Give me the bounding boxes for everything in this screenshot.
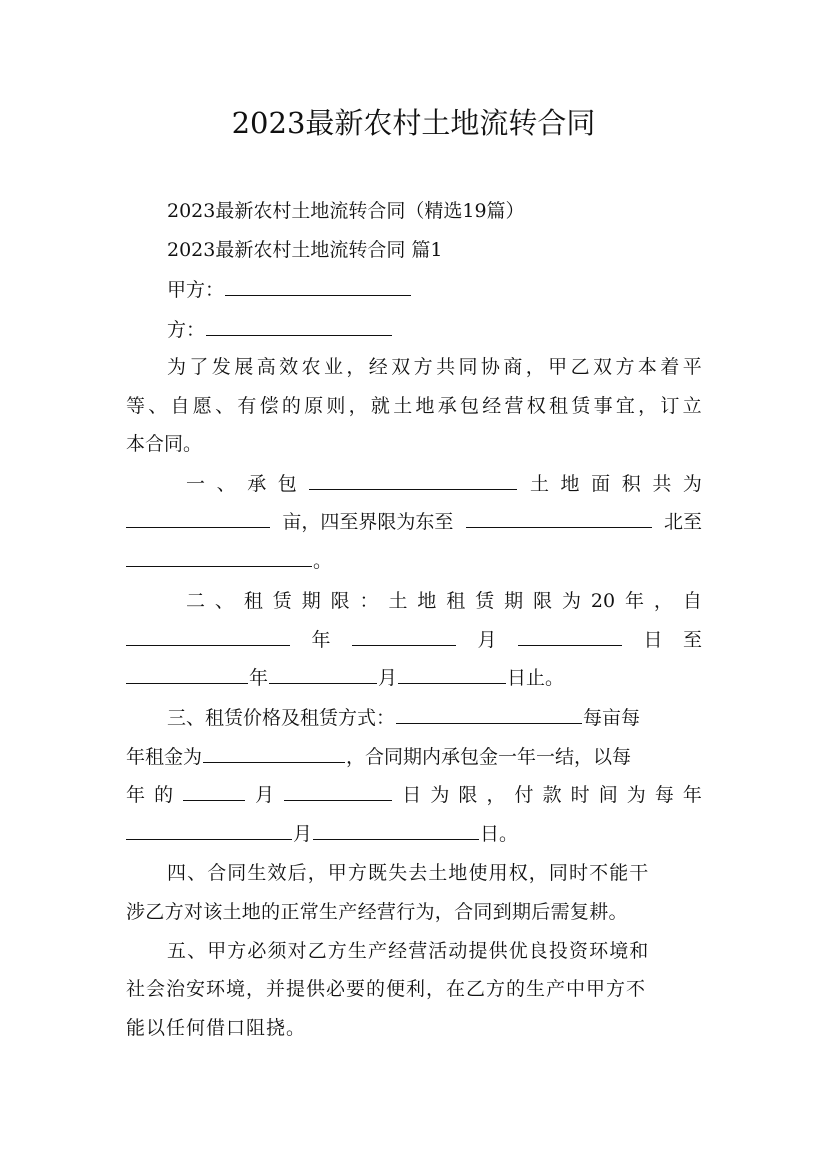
text-char: 商 xyxy=(503,356,523,378)
text-char: 承 xyxy=(437,395,457,417)
clause1-location-blank xyxy=(309,469,517,490)
clause1-north-text: 北至 xyxy=(663,511,702,533)
clause1-north-blank xyxy=(126,546,312,567)
clause2-line-3 xyxy=(126,659,702,697)
clause2-day-text: 日 xyxy=(643,629,663,651)
text-char: 赁 xyxy=(571,395,591,417)
text-char: ， xyxy=(525,356,545,378)
clause1-char: 面 xyxy=(591,473,611,495)
text-char: 事 xyxy=(593,395,613,417)
text-char: 的 xyxy=(281,395,301,417)
clause3-char: 每 xyxy=(654,784,674,806)
text-char: 展 xyxy=(234,356,254,378)
text-char: 效 xyxy=(279,356,299,378)
text-char: 赁 xyxy=(475,590,495,612)
text-char: ， xyxy=(346,356,366,378)
text-char: 包 xyxy=(459,395,479,417)
clause1-line-1 xyxy=(186,465,702,503)
clause1-char: 积 xyxy=(621,473,641,495)
text-char: 土 xyxy=(393,395,413,417)
text-char: 农 xyxy=(301,356,321,378)
text-char: 、 xyxy=(215,395,235,417)
text-char: 甲 xyxy=(548,356,568,378)
text-char: 租 xyxy=(446,590,466,612)
clause3-line-1 xyxy=(167,699,702,737)
clause2-month-text: 月 xyxy=(477,629,497,651)
clause3-char: 日 xyxy=(402,784,422,806)
clause3-rent-label: 年租金为 xyxy=(126,746,203,768)
text-char: 着 xyxy=(660,356,680,378)
text-char: 本 xyxy=(637,356,657,378)
text-char: 愿 xyxy=(192,395,212,417)
clause3-char: 时 xyxy=(570,784,590,806)
text-char: 期 xyxy=(301,590,321,612)
section-heading: 2023最新农村土地流转合同 篇1 xyxy=(167,239,443,261)
text-char: 有 xyxy=(237,395,257,417)
text-char: 自 xyxy=(170,395,190,417)
text-char: 期 xyxy=(504,590,524,612)
text-char: 就 xyxy=(370,395,390,417)
clause1-area-blank xyxy=(126,507,270,528)
party-a-label: 甲方： xyxy=(167,279,225,301)
text-char: ： xyxy=(359,590,379,612)
text-char: 偿 xyxy=(259,395,279,417)
text-char: 业 xyxy=(323,356,343,378)
clause1-word-2: 包 xyxy=(277,473,297,495)
clause2-end-month-text: 月 xyxy=(378,667,398,689)
clause2-start-day-blank xyxy=(518,625,622,646)
text-char: 限 xyxy=(330,590,350,612)
text-char: 为 xyxy=(561,590,581,612)
clause3-char: 款 xyxy=(542,784,562,806)
intro-line-1 xyxy=(167,348,702,386)
intro-line-3: 本合同。 xyxy=(126,433,203,455)
clause3-rent-blank xyxy=(203,742,345,763)
clause3-char: 年 xyxy=(126,784,146,806)
clause2-year-text: 年 xyxy=(311,629,331,651)
text-char: ， xyxy=(348,395,368,417)
text-char: 土 xyxy=(388,590,408,612)
clause1-east-blank xyxy=(466,507,652,528)
text-char: 平 xyxy=(682,356,702,378)
text-char: 原 xyxy=(304,395,324,417)
text-char: 经 xyxy=(482,395,502,417)
clause3-char: 付 xyxy=(514,784,534,806)
clause3-month-text: 月 xyxy=(255,784,275,806)
party-a-blank xyxy=(225,275,411,296)
text-char: 了 xyxy=(189,356,209,378)
clause1-char: 共 xyxy=(652,473,672,495)
clause3-line2-end: ，合同期内承包金一年一结，以每 xyxy=(346,746,632,768)
text-char: 、 xyxy=(148,395,168,417)
text-char: 年 xyxy=(625,590,645,612)
text-char: 地 xyxy=(417,590,437,612)
clause2-start-year-blank xyxy=(126,625,290,646)
clause5-line-1: 五、甲方必须对乙方生产经营活动提供优良投资环境和 xyxy=(167,940,650,962)
text-char: 双 xyxy=(391,356,411,378)
clause2-end-month-blank xyxy=(269,663,377,684)
clause3-pay-day-blank xyxy=(313,819,479,840)
text-char: 限 xyxy=(533,590,553,612)
clause1-word-1: 承 xyxy=(247,473,267,495)
clause1-char: 为 xyxy=(682,473,702,495)
text-char: 自 xyxy=(682,590,702,612)
document-title: 2023最新农村土地流转合同 xyxy=(231,106,596,140)
clause4-line-2: 涉乙方对该土地的正常生产经营行为，合同到期后需复耕。 xyxy=(126,901,628,923)
party-b-line xyxy=(167,311,702,349)
intro-line-2 xyxy=(126,387,702,425)
clause3-line-4 xyxy=(126,815,702,853)
clause2-start-month-blank xyxy=(352,625,456,646)
clause3-heading: 三、租赁价格及租赁方式： xyxy=(167,707,396,729)
clause1-comma: 、 xyxy=(216,473,236,495)
text-char: 高 xyxy=(256,356,276,378)
text-char: ， xyxy=(653,590,673,612)
clause3-char: 间 xyxy=(598,784,618,806)
clause5-line-2: 社会治安环境，并提供必要的便利，在乙方的生产中甲方不 xyxy=(126,978,647,1000)
clause3-month-blank xyxy=(183,780,245,801)
party-a-line xyxy=(167,271,702,309)
text-char: 20 xyxy=(590,590,616,612)
text-char: 同 xyxy=(458,356,478,378)
clause2-to-text: 至 xyxy=(682,629,702,651)
clause3-char: ， xyxy=(486,784,506,806)
clause3-pay-end: 日。 xyxy=(480,823,519,845)
clause2-end-year-blank xyxy=(126,663,248,684)
text-char: 营 xyxy=(504,395,524,417)
clause3-char: 的 xyxy=(154,784,174,806)
clause3-line-3 xyxy=(126,776,702,814)
clause3-day-blank xyxy=(284,780,392,801)
text-char: 租 xyxy=(243,590,263,612)
clause3-pay-month-text: 月 xyxy=(293,823,313,845)
text-char: 订 xyxy=(660,395,680,417)
clause1-char: 地 xyxy=(560,473,580,495)
clause1-boundary-text: 亩，四至界限为东至 xyxy=(282,511,454,533)
text-char: 、 xyxy=(214,590,234,612)
text-char: 宜 xyxy=(615,395,635,417)
clause5-line-3: 能以任何借口阻挠。 xyxy=(126,1017,307,1039)
clause3-line-2 xyxy=(126,738,702,776)
text-char: 乙 xyxy=(570,356,590,378)
text-char: 双 xyxy=(593,356,613,378)
clause1-number: 一 xyxy=(186,473,206,495)
party-b-label: 方： xyxy=(167,319,206,341)
text-char: ， xyxy=(638,395,658,417)
clause3-char: 年 xyxy=(682,784,702,806)
clause1-line-3 xyxy=(126,542,702,580)
text-char: 经 xyxy=(368,356,388,378)
clause3-line1-end: 每亩每 xyxy=(583,707,641,729)
clause2-end-year-text: 年 xyxy=(249,667,269,689)
clause3-char: 为 xyxy=(430,784,450,806)
clause3-char: 限 xyxy=(458,784,478,806)
text-char: 赁 xyxy=(272,590,292,612)
clause4-line-1: 四、合同生效后，甲方既失去土地使用权，同时不能干 xyxy=(167,862,650,884)
clause2-end-day-blank xyxy=(398,663,506,684)
text-char: 权 xyxy=(526,395,546,417)
clause1-char: 土 xyxy=(529,473,549,495)
clause2-end-text: 日止。 xyxy=(507,667,565,689)
text-char: 二 xyxy=(186,590,206,612)
clause3-char: 为 xyxy=(626,784,646,806)
party-b-blank xyxy=(206,315,392,336)
text-char: 等 xyxy=(126,395,146,417)
clause3-pay-month-blank xyxy=(126,819,292,840)
text-char: 立 xyxy=(682,395,702,417)
clause1-line-2 xyxy=(126,503,702,541)
text-char: 发 xyxy=(211,356,231,378)
text-char: 为 xyxy=(167,356,187,378)
clause2-line-1 xyxy=(186,582,702,620)
text-char: 方 xyxy=(615,356,635,378)
clause1-period: 。 xyxy=(313,550,333,572)
text-char: 租 xyxy=(549,395,569,417)
text-char: 则 xyxy=(326,395,346,417)
text-char: 共 xyxy=(436,356,456,378)
text-char: 协 xyxy=(480,356,500,378)
clause3-method-blank xyxy=(396,703,582,724)
clause2-line-2 xyxy=(126,621,702,659)
text-char: 地 xyxy=(415,395,435,417)
subtitle-line: 2023最新农村土地流转合同（精选19篇） xyxy=(167,200,525,222)
text-char: 方 xyxy=(413,356,433,378)
